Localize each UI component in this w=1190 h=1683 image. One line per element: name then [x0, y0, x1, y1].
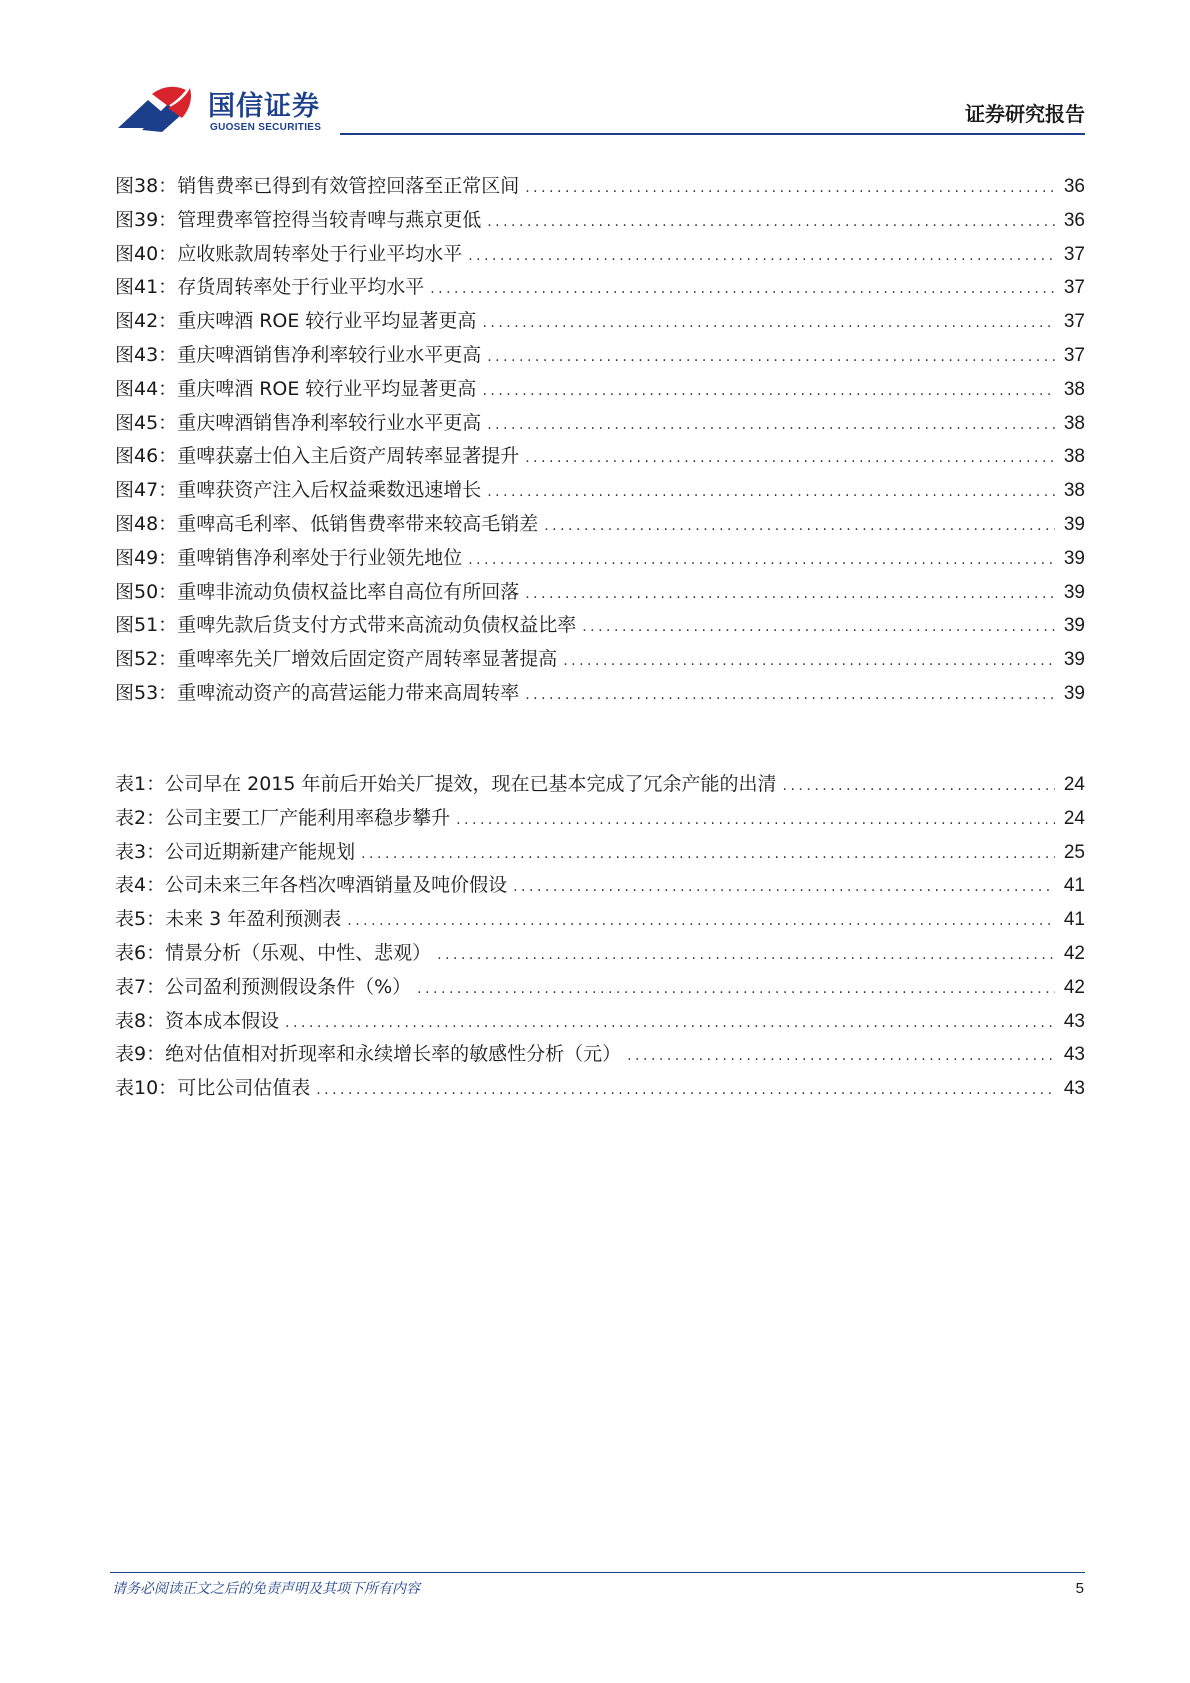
table-entry-title: 情景分析（乐观、中性、悲观） — [165, 941, 432, 964]
figure-entry-title: 重啤非流动负债权益比率自高位有所回落 — [177, 580, 520, 603]
figures-index — [115, 170, 1085, 711]
figure-entry-title: 重啤流动资产的高营运能力带来高周转率 — [177, 681, 520, 704]
figure-entry-label: 图44： — [115, 377, 178, 400]
figure-entry-title: 重庆啤酒销售净利率较行业水平更高 — [177, 343, 482, 366]
figure-entry-title: 销售费率已得到有效管控回落至正常区间 — [177, 175, 520, 197]
figure-entry-page: 37 — [1063, 243, 1085, 265]
dot-leader — [417, 973, 1055, 1007]
table-entry-label: 表6： — [115, 941, 166, 964]
dot-leader — [482, 375, 1055, 409]
figure-entry-label: 图45： — [115, 411, 178, 434]
dot-leader — [525, 442, 1055, 476]
figure-entry-title: 重啤获资产注入后权益乘数迅速增长 — [177, 479, 482, 502]
table-entry[interactable] — [115, 1005, 1085, 1039]
table-entry[interactable] — [115, 869, 1085, 903]
table-entry-page: 41 — [1063, 909, 1085, 931]
figure-entry-page: 36 — [1063, 209, 1085, 231]
figure-entry-title: 重啤先款后货支付方式带来高流动负债权益比率 — [177, 614, 577, 637]
figure-entry-page: 39 — [1063, 615, 1085, 637]
table-entry-label: 表1： — [115, 773, 166, 795]
dot-leader — [487, 409, 1055, 443]
figure-entry-label: 图40： — [115, 242, 178, 265]
figure-entry-page: 37 — [1063, 277, 1085, 299]
table-entry-page: 43 — [1063, 1044, 1085, 1066]
figure-entry[interactable] — [115, 339, 1085, 373]
figure-entry-page: 38 — [1063, 378, 1085, 400]
table-entry-page: 42 — [1063, 942, 1085, 964]
figure-entry-title: 重啤销售净利率处于行业领先地位 — [177, 546, 463, 569]
figure-entry[interactable] — [115, 508, 1085, 542]
dot-leader — [456, 804, 1055, 838]
table-entry[interactable] — [115, 1072, 1085, 1106]
dot-leader — [482, 307, 1055, 341]
disclaimer-note: 请务必阅读正文之后的免责声明及其项下所有内容 — [112, 1581, 420, 1597]
dot-leader — [487, 341, 1055, 375]
table-entry-page: 42 — [1063, 976, 1085, 998]
figure-entry-title: 管理费率管控得当较青啤与燕京更低 — [177, 208, 482, 231]
table-entry-title: 绝对估值相对折现率和永续增长率的敏感性分析（元） — [165, 1043, 622, 1066]
footer-divider — [110, 1572, 1085, 1573]
table-entry-page: 24 — [1063, 807, 1085, 829]
figure-entry[interactable] — [115, 305, 1085, 339]
figure-entry-label: 图42： — [115, 310, 178, 333]
dot-leader — [563, 645, 1055, 679]
table-entry-title: 公司近期新建产能规划 — [165, 840, 356, 863]
figure-entry-page: 36 — [1063, 176, 1085, 197]
figure-entry[interactable] — [115, 373, 1085, 407]
figure-entry-label: 图38： — [115, 175, 178, 197]
figure-entry[interactable] — [115, 440, 1085, 474]
figure-entry-page: 37 — [1063, 311, 1085, 333]
figure-entry-page: 38 — [1063, 480, 1085, 502]
figure-entry-label: 图52： — [115, 648, 178, 671]
figure-entry-label: 图46： — [115, 445, 178, 468]
figure-entry[interactable] — [115, 238, 1085, 272]
table-entry-page: 43 — [1063, 1010, 1085, 1032]
table-entry[interactable] — [115, 971, 1085, 1005]
logo-english-text: GUOSEN SECURITIES — [210, 122, 322, 133]
figure-entry-label: 图49： — [115, 546, 178, 569]
figure-entry-page: 39 — [1063, 547, 1085, 569]
figure-entry-page: 39 — [1063, 649, 1085, 671]
dot-leader — [285, 1007, 1055, 1041]
page-header — [0, 0, 1190, 140]
figure-entry[interactable] — [115, 474, 1085, 508]
table-entry[interactable] — [115, 903, 1085, 937]
figure-entry-label: 图39： — [115, 208, 178, 231]
figure-entry[interactable] — [115, 677, 1085, 711]
dot-leader — [582, 611, 1055, 645]
dot-leader — [627, 1040, 1055, 1074]
table-entry-label: 表8： — [115, 1009, 166, 1032]
dot-leader — [525, 172, 1055, 206]
figure-entry[interactable] — [115, 542, 1085, 576]
figure-entry-title: 重啤率先关厂增效后固定资产周转率显著提高 — [177, 648, 558, 671]
figure-entry-label: 图48： — [115, 512, 178, 535]
table-entry-page: 41 — [1063, 875, 1085, 897]
logo-chinese-text: 国信证券 — [208, 91, 320, 122]
table-entry-title: 资本成本假设 — [165, 1009, 280, 1032]
figure-entry-label: 图41： — [115, 276, 178, 299]
table-entry[interactable] — [115, 1038, 1085, 1072]
dot-leader — [544, 510, 1055, 544]
table-entry-label: 表10： — [115, 1077, 178, 1100]
guosen-logo-icon — [116, 82, 206, 142]
table-entry-label: 表7： — [115, 975, 166, 998]
figure-entry-title: 存货周转率处于行业平均水平 — [177, 276, 425, 299]
figure-entry-page: 37 — [1063, 344, 1085, 366]
dot-leader — [487, 476, 1055, 510]
table-entry-title: 可比公司估值表 — [177, 1077, 311, 1100]
figure-entry-title: 重庆啤酒销售净利率较行业水平更高 — [177, 411, 482, 434]
table-entry-label: 表2： — [115, 806, 166, 829]
table-entry-label: 表5： — [115, 908, 166, 931]
dot-leader — [468, 240, 1055, 274]
table-entry-title: 公司盈利预测假设条件（%） — [165, 975, 412, 998]
table-entry-title: 公司主要工厂产能利用率稳步攀升 — [165, 806, 451, 829]
table-entry[interactable] — [115, 937, 1085, 971]
dot-leader — [316, 1074, 1055, 1108]
dot-leader — [468, 544, 1055, 578]
figure-entry-title: 重庆啤酒 ROE 较行业平均显著更高 — [177, 377, 477, 400]
table-entry[interactable] — [115, 802, 1085, 836]
dot-leader — [437, 939, 1055, 973]
table-entry-title: 公司早在 2015 年前后开始关厂提效，现在已基本完成了冗余产能的出清 — [165, 773, 777, 795]
report-type-title: 证券研究报告 — [965, 102, 1085, 126]
table-entry-page: 24 — [1063, 774, 1085, 795]
figure-entry[interactable] — [115, 576, 1085, 610]
figure-entry-page: 39 — [1063, 581, 1085, 603]
figure-entry[interactable] — [115, 271, 1085, 305]
figure-entry[interactable] — [115, 170, 1085, 204]
header-divider — [340, 133, 1085, 135]
dot-leader — [430, 273, 1055, 307]
company-logo — [116, 82, 356, 142]
dot-leader — [525, 679, 1055, 713]
figure-entry[interactable] — [115, 407, 1085, 441]
figure-entry-page: 38 — [1063, 446, 1085, 468]
table-entry[interactable] — [115, 836, 1085, 870]
figure-entry-page: 38 — [1063, 412, 1085, 434]
figure-entry[interactable] — [115, 643, 1085, 677]
dot-leader — [487, 206, 1055, 240]
table-entry[interactable] — [115, 768, 1085, 802]
dot-leader — [513, 871, 1055, 905]
table-entry-page: 43 — [1063, 1078, 1085, 1100]
figure-entry[interactable] — [115, 204, 1085, 238]
tables-index — [115, 768, 1085, 1106]
table-entry-page: 25 — [1063, 841, 1085, 863]
table-entry-label: 表9： — [115, 1043, 166, 1066]
dot-leader — [361, 838, 1055, 872]
figure-entry-title: 重庆啤酒 ROE 较行业平均显著更高 — [177, 310, 477, 333]
figure-entry-page: 39 — [1063, 682, 1085, 704]
figure-entry-page: 39 — [1063, 513, 1085, 535]
dot-leader — [783, 770, 1055, 804]
figure-entry-label: 图51： — [115, 614, 178, 637]
figure-entry-title: 应收账款周转率处于行业平均水平 — [177, 242, 463, 265]
figure-entry-label: 图43： — [115, 343, 178, 366]
figure-entry-title: 重啤获嘉士伯入主后资产周转率显著提升 — [177, 445, 520, 468]
figure-entry[interactable] — [115, 609, 1085, 643]
page-number: 5 — [1075, 1580, 1084, 1597]
figure-entry-label: 图53： — [115, 681, 178, 704]
figure-entry-title: 重啤高毛利率、低销售费率带来较高毛销差 — [177, 512, 539, 535]
dot-leader — [525, 578, 1055, 612]
table-entry-title: 未来 3 年盈利预测表 — [165, 908, 342, 931]
figure-entry-label: 图50： — [115, 580, 178, 603]
table-entry-label: 表3： — [115, 840, 166, 863]
table-entry-label: 表4： — [115, 874, 166, 897]
dot-leader — [347, 905, 1055, 939]
table-entry-title: 公司未来三年各档次啤酒销量及吨价假设 — [165, 874, 508, 897]
figure-entry-label: 图47： — [115, 479, 178, 502]
